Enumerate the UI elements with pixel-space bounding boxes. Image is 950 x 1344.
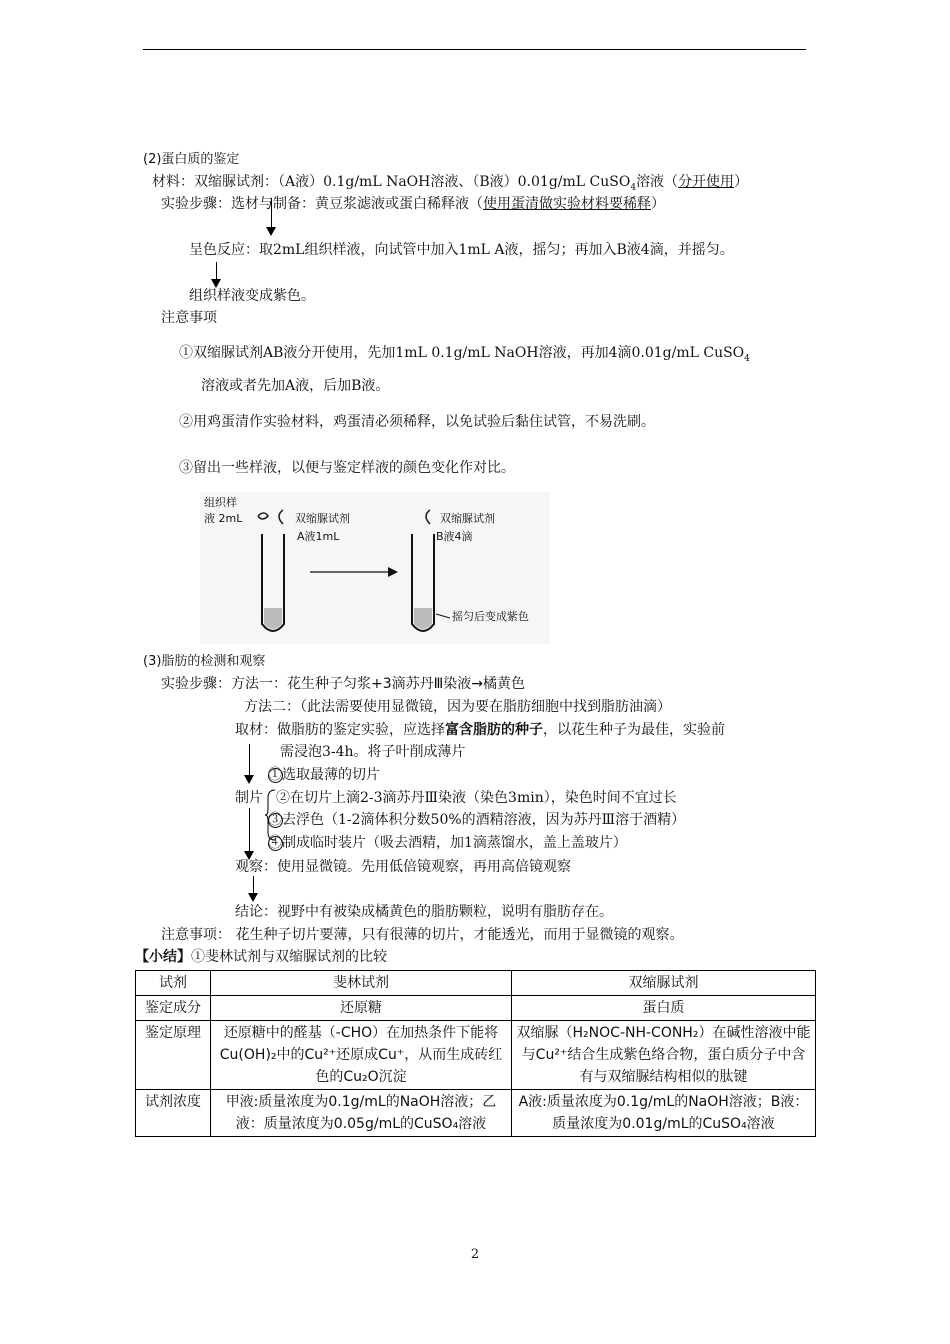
steps-line: [161, 194, 665, 214]
summary-title: [135, 947, 387, 967]
slide-step-1: ①选取最薄的切片: [268, 767, 380, 783]
fat-observe: 观察：使用显微镜。先用低倍镜观察，再用高倍镜观察: [235, 859, 571, 875]
table-cell: 甲液:质量浓度为0.1g/mL的NaOH溶液；乙液：质量浓度为0.05g/mL的CuSO₄溶液: [211, 1090, 512, 1137]
reagent1-amount: A液1mL: [297, 530, 340, 543]
table-header-cell: 试剂: [136, 971, 211, 996]
fat-method1: 实验步骤：方法一：花生种子匀浆+3滴苏丹Ⅲ染液→橘黄色: [161, 676, 526, 692]
table-row: [136, 1021, 816, 1090]
note-3: ③留出一些样液，以便与鉴定样液的颜色变化作对比。: [179, 460, 515, 476]
table-cell: 蛋白质: [512, 996, 816, 1021]
fat-material-line2: 需浸泡3-4h。将子叶削成薄片: [280, 744, 466, 760]
sample-label-1: 组织样: [204, 496, 237, 509]
table-header-row: [136, 971, 816, 996]
fat-material-a: 取材：做脂肪的鉴定实验，应选择: [235, 722, 445, 738]
fat-notes: 注意事项： 花生种子切片要薄，只有很薄的切片，才能透光，而用于显微镜的观察。: [161, 927, 684, 943]
header-rule: [143, 49, 806, 50]
note-1-cont: 溶液或者先加A液，后加B液。: [201, 378, 390, 394]
table-cell: 试剂浓度: [136, 1090, 211, 1137]
reagent1-label: 双缩脲试剂: [295, 512, 350, 525]
steps-text: 实验步骤：选材与制备：黄豆浆滤液或蛋白稀释液（: [161, 196, 483, 212]
materials-text: 材料：双缩脲试剂：（A液）0.1g/mL NaOH溶液、（B液）0.01g/mL CuSO: [152, 174, 631, 190]
arrow-down-2: [216, 262, 217, 286]
note-1: [179, 343, 750, 369]
summary-title-text: ①斐林试剂与双缩脲试剂的比较: [191, 949, 387, 965]
note-2: ②用鸡蛋清作实验材料，鸡蛋清必须稀释，以免试验后黏住试管，不易洗刷。: [179, 414, 655, 430]
notes-title: 注意事项: [161, 310, 217, 326]
reagent2-label: 双缩脲试剂: [440, 512, 495, 525]
page-number: 2: [470, 1247, 480, 1262]
note-1-sub: 4: [744, 353, 750, 364]
table-cell: 还原糖: [211, 996, 512, 1021]
arrow-down-4: [249, 808, 250, 858]
note-1-text: ①双缩脲试剂AB液分开使用，先加1mL 0.1g/mL NaOH溶液，再加4滴0.01g/mL CuSO: [179, 345, 745, 361]
arrow-down-3: [249, 744, 250, 782]
slide-step-4: ④制成临时装片（吸去酒精，加1滴蒸馏水，盖上盖玻片）: [268, 835, 627, 851]
table-row: [136, 1090, 816, 1137]
summary-label: 【小结】: [135, 949, 191, 965]
fat-heading: (3)脂肪的检测和观察: [143, 654, 266, 669]
table-header-cell: 斐林试剂: [211, 971, 512, 996]
slide-label: 制片: [235, 790, 263, 806]
fat-material-bold: 富含脂肪的种子: [445, 722, 543, 738]
materials-underline: 分开使用: [678, 174, 735, 190]
fat-material-b: ，以花生种子为最佳，实验前: [543, 722, 725, 738]
fat-method2: 方法二：（此法需要使用显微镜，因为要在脂肪细胞中找到脂肪油滴）: [244, 699, 671, 715]
color-reaction: 呈色反应：取2mL组织样液，向试管中加入1mL A液，摇匀；再加入B液4滴，并摇匀。: [189, 242, 734, 258]
sample-label-2: 液 2mL: [204, 512, 243, 525]
table-cell: A液:质量浓度为0.1g/mL的NaOH溶液；B液：质量浓度为0.01g/mL的CuSO₄溶液: [512, 1090, 816, 1137]
arrow-down-1: [271, 198, 272, 234]
fat-conclusion: 结论：视野中有被染成橘黄色的脂肪颗粒，说明有脂肪存在。: [235, 904, 613, 920]
materials-text-b: 溶液（: [636, 174, 679, 190]
result-label: 摇匀后变成紫色: [452, 610, 529, 623]
reagent2-amount: B液4滴: [436, 530, 473, 543]
table-cell: 鉴定原理: [136, 1021, 211, 1090]
table-cell: 鉴定成分: [136, 996, 211, 1021]
slide-step-2: ②在切片上滴2-3滴苏丹Ⅲ染液（染色3min），染色时间不宜过长: [276, 790, 677, 806]
table-row: [136, 996, 816, 1021]
arrow-down-5: [253, 876, 254, 900]
comparison-table: [135, 970, 816, 1137]
fat-material: [235, 720, 725, 740]
materials-sub: 4: [630, 182, 637, 193]
test-tube-figure: [200, 492, 550, 644]
table-cell: 还原糖中的醛基（-CHO）在加热条件下能将Cu(OH)₂中的Cu²⁺还原成Cu⁺，从而生成砖红色的Cu₂O沉淀: [211, 1021, 512, 1090]
protein-heading: (2)蛋白质的鉴定: [143, 152, 240, 167]
steps-text-c: ）: [651, 196, 665, 212]
table-cell: 双缩脲（H₂NOC-NH-CONH₂）在碱性溶液中能与Cu²⁺结合生成紫色络合物，蛋白质分子中含有与双缩脲结构相似的肽键: [512, 1021, 816, 1090]
materials-text-c: ）: [734, 174, 749, 190]
result-line: 组织样液变成紫色。: [189, 288, 315, 304]
steps-underline: 使用蛋清做实验材料要稀释: [483, 196, 651, 212]
table-header-cell: 双缩脲试剂: [512, 971, 816, 996]
slide-step-3: ③去浮色（1-2滴体积分数50%的酒精溶液，因为苏丹Ⅲ溶于酒精）: [268, 812, 686, 828]
